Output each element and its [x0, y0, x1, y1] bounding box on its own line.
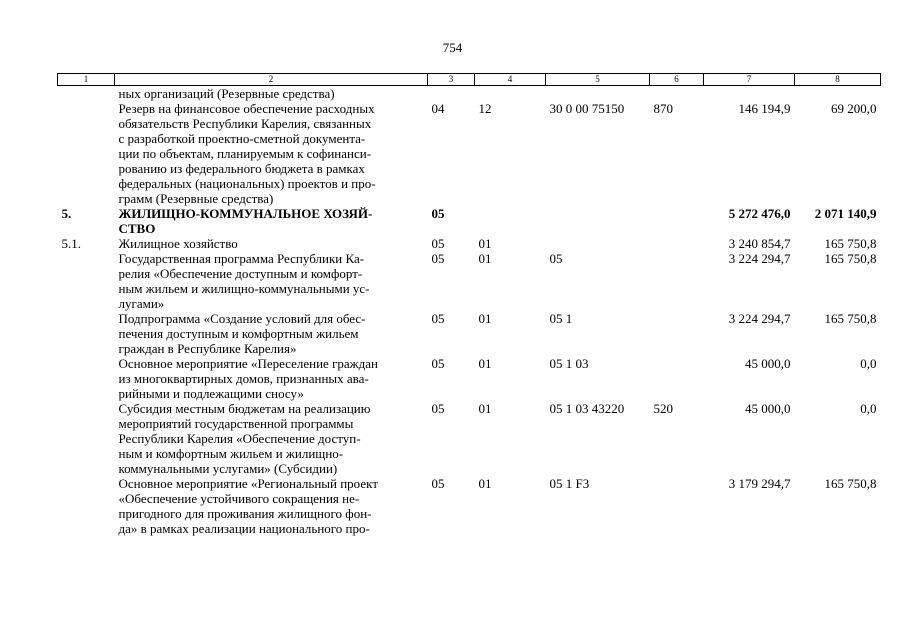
row-subsection-code: 01: [478, 236, 492, 251]
row-amount-2: 165 750,8: [824, 476, 877, 491]
row-name: [115, 206, 428, 236]
row-amount-2: 165 750,8: [824, 311, 877, 326]
row-section-code: 05: [431, 401, 445, 416]
row-target-item: [546, 86, 650, 102]
table-row: [58, 251, 881, 311]
row-name-line: ных организаций (Резервные средства): [118, 86, 335, 101]
row-name: [115, 476, 428, 536]
row-name-line: Резерв на финансовое обеспечение расходных: [118, 101, 375, 116]
row-name: [115, 86, 428, 102]
row-number: [58, 476, 115, 536]
row-name-line: рийными и подлежащими сносу»: [118, 386, 304, 401]
row-name-line: «Обеспечение устойчивого сокращения не-: [118, 491, 360, 506]
row-expense-type: [650, 206, 704, 236]
row-number: [58, 101, 115, 206]
row-subsection-code: [475, 206, 546, 236]
row-name-line: Государственная программа Республики Ка-: [118, 251, 365, 266]
row-amount-2: 165 750,8: [824, 251, 877, 266]
row-name-line: коммунальными услугами» (Субсидии): [118, 461, 338, 476]
header-col-3: 3: [428, 74, 475, 86]
row-name-line: Жилищное хозяйство: [118, 236, 238, 251]
row-subsection-code: 12: [478, 101, 492, 116]
row-subsection-code: 01: [478, 401, 492, 416]
row-target-item: [546, 236, 650, 251]
row-section-code: 05: [431, 476, 445, 491]
row-expense-type: 520: [653, 401, 673, 416]
row-number: 5.1.: [61, 236, 81, 251]
row-name-line: печения доступным и комфортным жильем: [118, 326, 359, 341]
row-target-item: 30 0 00 75150: [549, 101, 625, 116]
table-header: [58, 74, 881, 86]
row-name-line: релия «Обеспечение доступным и комфорт-: [118, 266, 363, 281]
header-col-6: 6: [650, 74, 704, 86]
row-subsection-code: [475, 86, 546, 102]
row-amount-1: 3 224 294,7: [728, 251, 791, 266]
table-body: [58, 86, 881, 537]
row-name-line: обязательств Республики Карелия, связанных: [118, 116, 372, 131]
row-amount-1: 45 000,0: [745, 401, 791, 416]
row-number: [58, 86, 115, 102]
row-target-item: 05 1 03 43220: [549, 401, 625, 416]
table-row: [58, 101, 881, 206]
row-name-line: мероприятий государственной программы: [118, 416, 354, 431]
row-subsection-code: 01: [478, 356, 492, 371]
row-name-line: граждан в Республике Карелия»: [118, 341, 297, 356]
row-name-line: Основное мероприятие «Региональный проект: [118, 476, 378, 491]
row-expense-type: [650, 236, 704, 251]
row-name-line: Субсидия местным бюджетам на реализацию: [118, 401, 371, 416]
row-number: [58, 401, 115, 476]
row-section-code: 05: [431, 356, 445, 371]
row-name-line: Подпрограмма «Создание условий для обес-: [118, 311, 366, 326]
row-name-line: ным жильем и жилищно-коммунальными ус-: [118, 281, 370, 296]
row-name-line: ным и комфортным жильем и жилищно-: [118, 446, 344, 461]
row-expense-type: 870: [653, 101, 673, 116]
row-subsection-code: 01: [478, 251, 492, 266]
row-target-item: 05 1: [549, 311, 573, 326]
row-subsection-code: 01: [478, 311, 492, 326]
row-amount-1: [704, 86, 795, 102]
row-name-line: Основное мероприятие «Переселение граждан: [118, 356, 379, 371]
row-number: [58, 251, 115, 311]
row-amount-2: 69 200,0: [831, 101, 877, 116]
row-expense-type: [650, 356, 704, 401]
table-row: [58, 401, 881, 476]
row-expense-type: [650, 476, 704, 536]
row-amount-2: 2 071 140,9: [814, 206, 877, 221]
row-name-line: да» в рамках реализации национального про-: [118, 521, 370, 536]
row-name-line: грамм (Резервные средства): [118, 191, 274, 206]
row-section-code: 04: [431, 101, 445, 116]
row-subsection-code: 01: [478, 476, 492, 491]
row-name-line: Республики Карелия «Обеспечение доступ-: [118, 431, 361, 446]
row-section-code: [428, 86, 475, 102]
table-row: [58, 311, 881, 356]
row-amount-1: 3 240 854,7: [728, 236, 791, 251]
row-name-line: федеральных (национальных) проектов и про-: [118, 176, 376, 191]
table-row: [58, 86, 881, 102]
row-amount-1: 5 272 476,0: [728, 206, 791, 221]
table-row: [58, 206, 881, 236]
row-target-item: 05 1 F3: [549, 476, 590, 491]
row-amount-2: 165 750,8: [824, 236, 877, 251]
row-name-line: ции по объектам, планируемым к софинанси-: [118, 146, 372, 161]
row-name: [115, 251, 428, 311]
row-name: [115, 236, 428, 251]
row-name: [115, 356, 428, 401]
header-col-8: 8: [795, 74, 881, 86]
row-target-item: [546, 206, 650, 236]
row-name: [115, 101, 428, 206]
row-section-code: 05: [431, 206, 445, 221]
header-col-5: 5: [546, 74, 650, 86]
budget-table: [57, 73, 881, 536]
header-col-1: 1: [58, 74, 115, 86]
row-expense-type: [650, 311, 704, 356]
row-name-line: с разработкой проектно-сметной документа-: [118, 131, 366, 146]
row-name-line: лугами»: [118, 296, 165, 311]
row-amount-1: 3 179 294,7: [728, 476, 791, 491]
header-col-4: 4: [475, 74, 546, 86]
row-amount-1: 3 224 294,7: [728, 311, 791, 326]
table-row: [58, 356, 881, 401]
table-row: [58, 476, 881, 536]
row-amount-1: 146 194,9: [738, 101, 791, 116]
table-row: [58, 236, 881, 251]
row-number: [58, 356, 115, 401]
row-number: 5.: [61, 206, 72, 221]
row-target-item: 05 1 03: [549, 356, 589, 371]
row-section-code: 05: [431, 251, 445, 266]
row-number: [58, 311, 115, 356]
row-target-item: 05: [549, 251, 563, 266]
page-number: 754: [442, 40, 463, 55]
row-section-code: 05: [431, 311, 445, 326]
row-name: [115, 401, 428, 476]
row-expense-type: [650, 251, 704, 311]
row-name-line: ЖИЛИЩНО-КОММУНАЛЬНОЕ ХОЗЯЙ-: [118, 206, 373, 221]
row-name-line: СТВО: [118, 221, 156, 236]
row-name-line: пригодного для проживания жилищного фон-: [118, 506, 372, 521]
header-col-2: 2: [115, 74, 428, 86]
row-name: [115, 311, 428, 356]
row-amount-1: 45 000,0: [745, 356, 791, 371]
header-col-7: 7: [704, 74, 795, 86]
row-expense-type: [650, 86, 704, 102]
row-amount-2: [795, 86, 881, 102]
row-name-line: рованию из федерального бюджета в рамках: [118, 161, 365, 176]
row-amount-2: 0,0: [860, 356, 877, 371]
row-name-line: из многоквартирных домов, признанных ава-: [118, 371, 369, 386]
row-section-code: 05: [431, 236, 445, 251]
row-amount-2: 0,0: [860, 401, 877, 416]
